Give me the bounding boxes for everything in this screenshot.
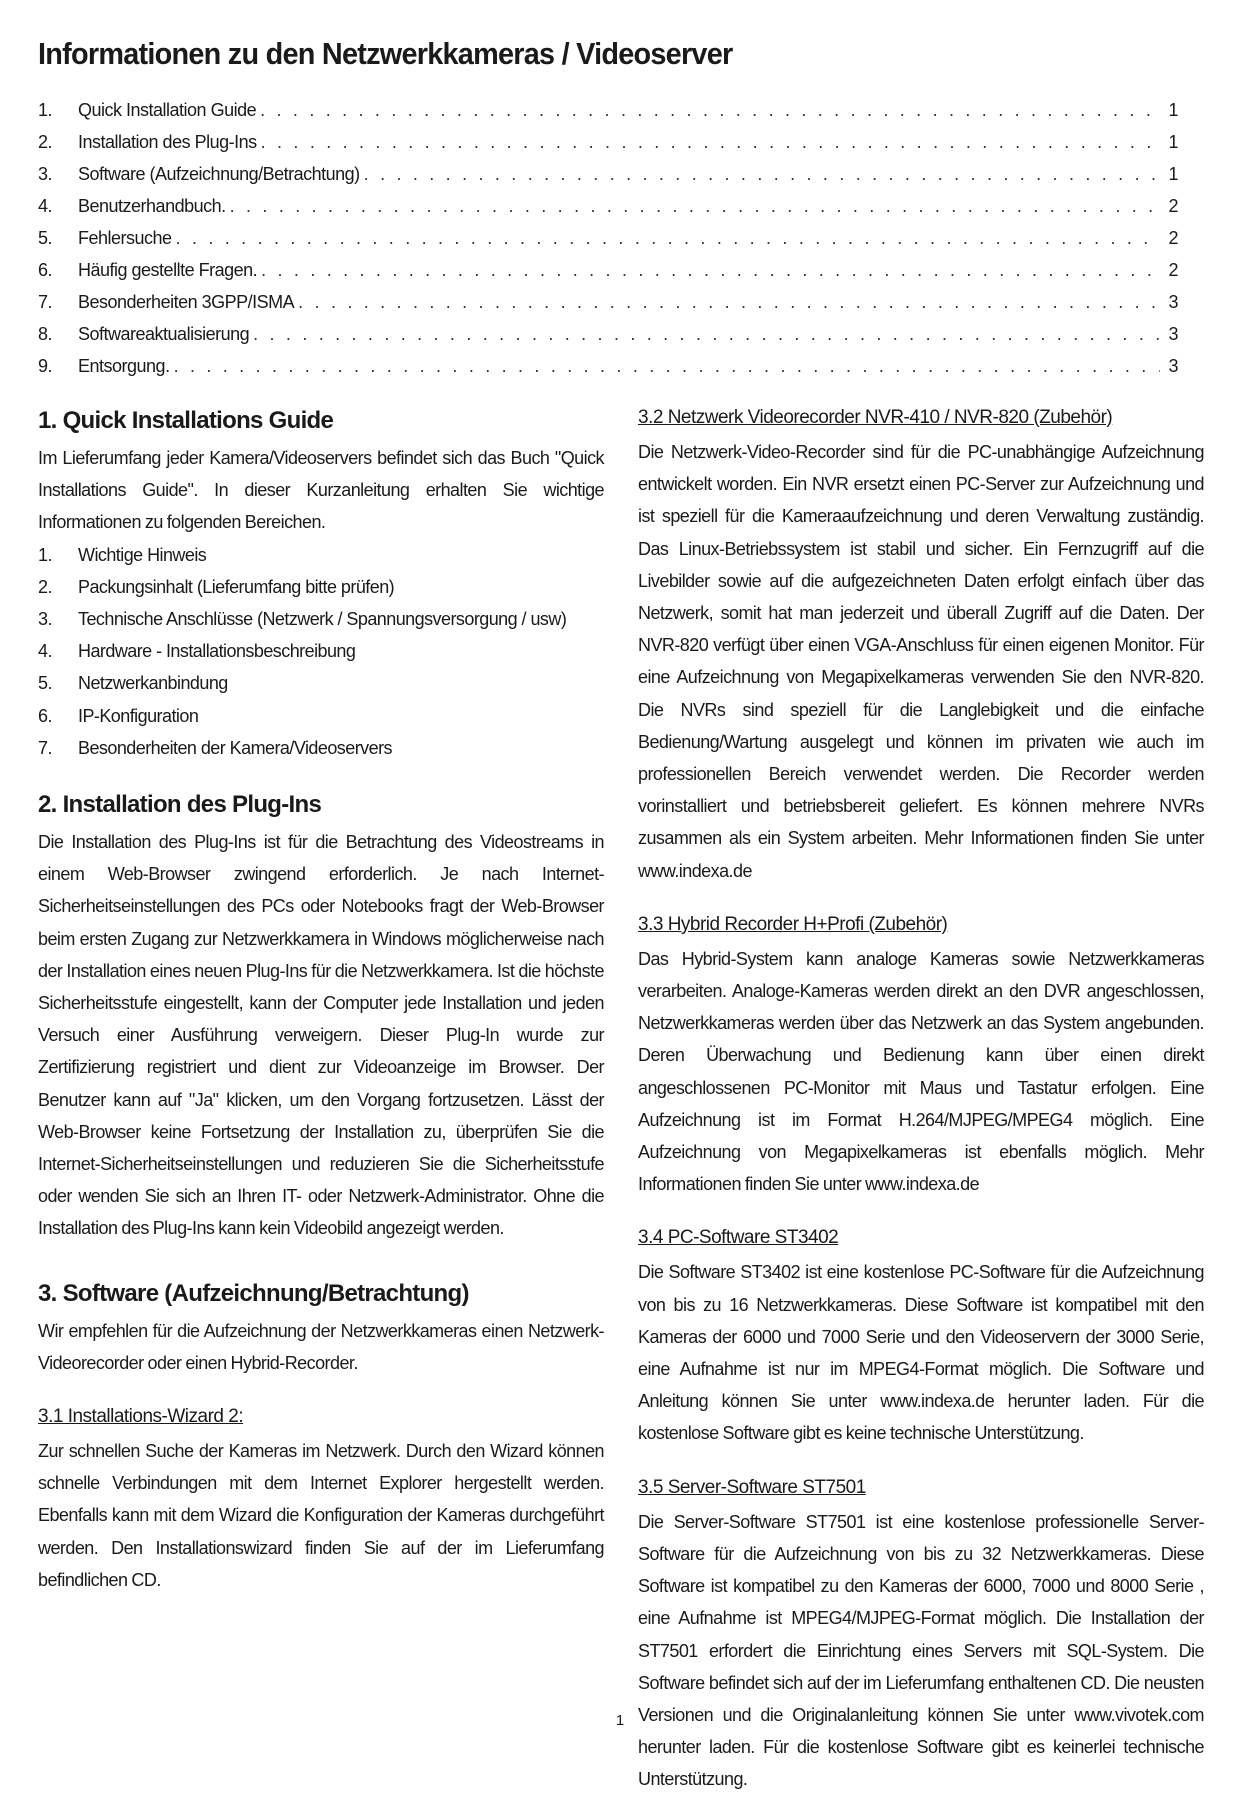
subsection-hybrid-recorder [638, 911, 1204, 1201]
toc-label: Besonderheiten 3GPP/ISMA [78, 292, 295, 312]
list-item [38, 603, 604, 635]
toc-leader [230, 190, 1160, 222]
list-text: Hardware - Installationsbeschreibung [78, 641, 356, 662]
toc-entry[interactable] [38, 286, 1178, 318]
toc-label: Installation des Plug-Ins [78, 132, 257, 152]
section-paragraph: Die Server-Software ST7501 ist eine kostenlose professionelle Server-Software für die Aufzeichnung von bis zu 32 Netzwerkkameras. Diese Software ist kompatibel zu den Kameras der 6000, 7000 und 8000 Serie , eine Aufnahme ist MPEG4/MJPEG-Format möglich. Die Installation der ST7501 erfordert die Einrichtung eines Servers mit SQL-System. Die Software befindet sich auf der im Lieferumfang enthaltenen CD. Die neusten Versionen und die Originalanleitung können Sie unter www.vivotek.com herunter laden. Für die kostenlose Software gibt es keinerlei technische Unterstützung. [638, 1511, 1204, 1790]
list-item [38, 700, 604, 732]
toc-number: 7. [38, 292, 53, 312]
list-number: 4. [38, 641, 52, 662]
toc-number: 1. [38, 100, 53, 120]
section-heading: 2. Installation des Plug-Ins [38, 791, 322, 819]
list-item [38, 539, 604, 571]
section-paragraph: Das Hybrid-System kann analoge Kameras sowie Netzwerkkameras verarbeiten. Analoge-Kameras werden direkt an den DVR angeschlossen, Netzwerkkameras werden über das Netzwerk an das System angebunden. Deren Überwachung und Bedienung kann über einen direkt angeschlossenen PC-Monitor mit Maus und Tastatur erfolgen. Eine Aufzeichnung ist im Format H.264/MJPEG/MPEG4 möglich. Eine Aufzeichnung von Megapixelkameras ist ebenfalls möglich. Mehr Informationen finden Sie unter www.indexa.de [638, 948, 1204, 1195]
toc-label: Software (Aufzeichnung/Betrachtung) [78, 164, 360, 184]
list-item [38, 732, 604, 764]
toc-number: 2. [38, 132, 53, 152]
section-heading: 3. Software (Aufzeichnung/Betrachtung) [38, 1279, 469, 1307]
toc-page: 3 [1168, 324, 1178, 344]
section-heading: 1. Quick Installations Guide [38, 407, 334, 434]
subsection-server-software [638, 1474, 1204, 1796]
toc-page: 3 [1168, 292, 1178, 312]
section-paragraph: Zur schnellen Suche der Kameras im Netzwerk. Durch den Wizard können schnelle Verbindungen mit dem Internet Explorer hergestellt werden. Ebenfalls kann mit dem Wizard die Konfiguration der Kameras durchgeführt werden. Den Installationswizard finden Sie auf der im Lieferumfang befindlichen CD. [38, 1441, 604, 1590]
table-of-contents [38, 94, 1178, 382]
toc-number: 3. [38, 164, 53, 184]
section-paragraph: Die Installation des Plug-Ins ist für die Betrachtung des Videostreams in einem Web-Browser zwingend erforderlich. Je nach Internet-Sicherheitseinstellungen des PCs oder Notebooks fragt der Web-Browser beim ersten Zugang zur Netzwerkkamera in Windows möglicherweise nach der Installation eines neuen Plug-Ins für die Netzwerkkamera. Ist die höchste Sicherheitsstufe eingestellt, kann der Computer jede Installation und jeden Versuch einer Ausführung verweigern. Dieser Plug-In wurde zur Zertifizierung registriert und dient zur Videoanzeige im Browser. Der Benutzer kann auf "Ja" klicken, um den Vorgang fortzusetzen. Lässt der Web-Browser keine Fortsetzung der Installation zu, überprüfen Sie die Internet-Sicherheitseinstellungen und reduzieren Sie die Sicherheitsstufe oder wenden Sie sich an Ihren IT- oder Netzwerk-Administrator. Ohne die Installation des Plug-Ins kann kein Videobild angezeigt werden. [38, 832, 604, 1239]
list-text: Wichtige Hinweis [78, 544, 207, 565]
toc-entry[interactable] [38, 94, 1178, 126]
section-software [38, 1279, 604, 1596]
page-title: Informationen zu den Netzwerkkameras / Videoserver [38, 36, 733, 71]
subsection-nvr [638, 404, 1204, 887]
toc-leader [364, 158, 1160, 190]
section-quick-installation [38, 406, 604, 764]
list-number: 6. [38, 705, 52, 726]
toc-entry[interactable] [38, 350, 1178, 382]
toc-label: Quick Installation Guide [78, 100, 257, 120]
toc-label: Benutzerhandbuch. [78, 196, 226, 216]
toc-entry[interactable] [38, 222, 1178, 254]
toc-page: 1 [1168, 100, 1178, 120]
toc-page: 1 [1168, 164, 1178, 184]
list-item [38, 667, 604, 699]
toc-entry[interactable] [38, 158, 1178, 190]
list-number: 3. [38, 609, 52, 630]
toc-page: 2 [1168, 228, 1178, 248]
list-text: Besonderheiten der Kamera/Videoservers [78, 737, 392, 758]
subsection-heading: 3.4 PC-Software ST3402 [638, 1227, 839, 1249]
list-text: Netzwerkanbindung [78, 673, 228, 694]
toc-number: 6. [38, 260, 53, 280]
left-column [38, 406, 604, 1596]
toc-number: 8. [38, 324, 53, 344]
right-column [638, 404, 1204, 1796]
section-paragraph: Im Lieferumfang jeder Kamera/Videoservers befindet sich das Buch "Quick Installations Guide". In dieser Kurzanleitung erhalten Sie wichtige Informationen zu folgenden Bereichen. [38, 448, 604, 533]
toc-label: Softwareaktualisierung [78, 324, 250, 344]
toc-leader [261, 126, 1160, 158]
toc-entry[interactable] [38, 126, 1178, 158]
subsection-heading: 3.5 Server-Software ST7501 [638, 1476, 866, 1498]
subsection-pc-software [638, 1224, 1204, 1449]
list-text: Technische Anschlüsse (Netzwerk / Spannungsversorgung / usw) [78, 609, 567, 630]
page-number: 1 [615, 1712, 625, 1729]
list-item [38, 571, 604, 603]
toc-leader [176, 222, 1160, 254]
topics-list [38, 539, 604, 764]
toc-entry[interactable] [38, 254, 1178, 286]
toc-page: 1 [1168, 132, 1178, 152]
list-text: IP-Konfiguration [78, 705, 199, 726]
toc-page: 2 [1168, 260, 1178, 280]
subsection-heading: 3.1 Installations-Wizard 2: [38, 1406, 244, 1428]
toc-label: Häufig gestellte Fragen. [78, 260, 258, 280]
toc-label: Entsorgung. [78, 356, 170, 376]
toc-leader [298, 286, 1160, 318]
section-plugin-installation [38, 790, 604, 1245]
toc-number: 4. [38, 196, 53, 216]
toc-leader [253, 318, 1160, 350]
toc-leader [260, 94, 1160, 126]
list-text: Packungsinhalt (Lieferumfang bitte prüfen) [78, 576, 395, 597]
section-paragraph: Die Software ST3402 ist eine kostenlose PC-Software für die Aufzeichnung von bis zu 16 Netzwerkkameras. Diese Software ist kompatibel mit den Kameras der 6000 und 7000 Serie und den Videoservern der 3000 Serie, eine Aufnahme ist nur im MPEG4-Format möglich. Die Software und Anleitung können Sie unter www.indexa.de herunter laden. Für die kostenlose Software gibt es keine technische Unterstützung. [638, 1262, 1204, 1444]
toc-number: 9. [38, 356, 53, 376]
toc-page: 3 [1168, 356, 1178, 376]
toc-entry[interactable] [38, 190, 1178, 222]
list-number: 7. [38, 737, 52, 758]
list-item [38, 635, 604, 667]
subsection-heading: 3.3 Hybrid Recorder H+Profi (Zubehör) [638, 913, 948, 935]
list-number: 1. [38, 544, 52, 565]
subsection-heading: 3.2 Netzwerk Videorecorder NVR-410 / NVR-820 (Zubehör) [638, 407, 1113, 428]
list-number: 5. [38, 673, 52, 694]
toc-leader [261, 254, 1160, 286]
toc-number: 5. [38, 228, 53, 248]
toc-label: Fehlersuche [78, 228, 172, 248]
list-number: 2. [38, 576, 52, 597]
toc-entry[interactable] [38, 318, 1178, 350]
toc-page: 2 [1168, 196, 1178, 216]
toc-leader [174, 350, 1160, 382]
section-paragraph: Die Netzwerk-Video-Recorder sind für die PC-unabhängige Aufzeichnung entwickelt worden. Ein NVR ersetzt einen PC-Server zur Aufzeichnung und ist speziell für die Kameraaufzeichnung und deren Verwaltung zuständig. Das Linux-Betriebssystem ist stabil und sicher. Ein Fernzugriff auf die Livebilder sowie auf die aufgezeichneten Daten erfolgt einfach über das Netzwerk, somit hat man jederzeit und überall Zugriff auf die Daten. Der NVR-820 verfügt über einen VGA-Anschluss für einen eigenen Monitor. Für eine Aufzeichnung von Megapixelkameras verwenden Sie den NVR-820. Die NVRs sind speziell für die Langlebigkeit und die einfache Bedienung/Wartung ausgelegt und können im privaten wie auch im professionellen Bereich verwendet werden. Die Recorder werden vorinstalliert und betriebsbereit geliefert. Es können mehrere NVRs zusammen als ein System arbeiten. Mehr Informationen finden Sie unter www.indexa.de [638, 442, 1204, 881]
section-paragraph: Wir empfehlen für die Aufzeichnung der Netzwerkkameras einen Netzwerk-Videorecorder oder einen Hybrid-Recorder. [38, 1320, 604, 1373]
